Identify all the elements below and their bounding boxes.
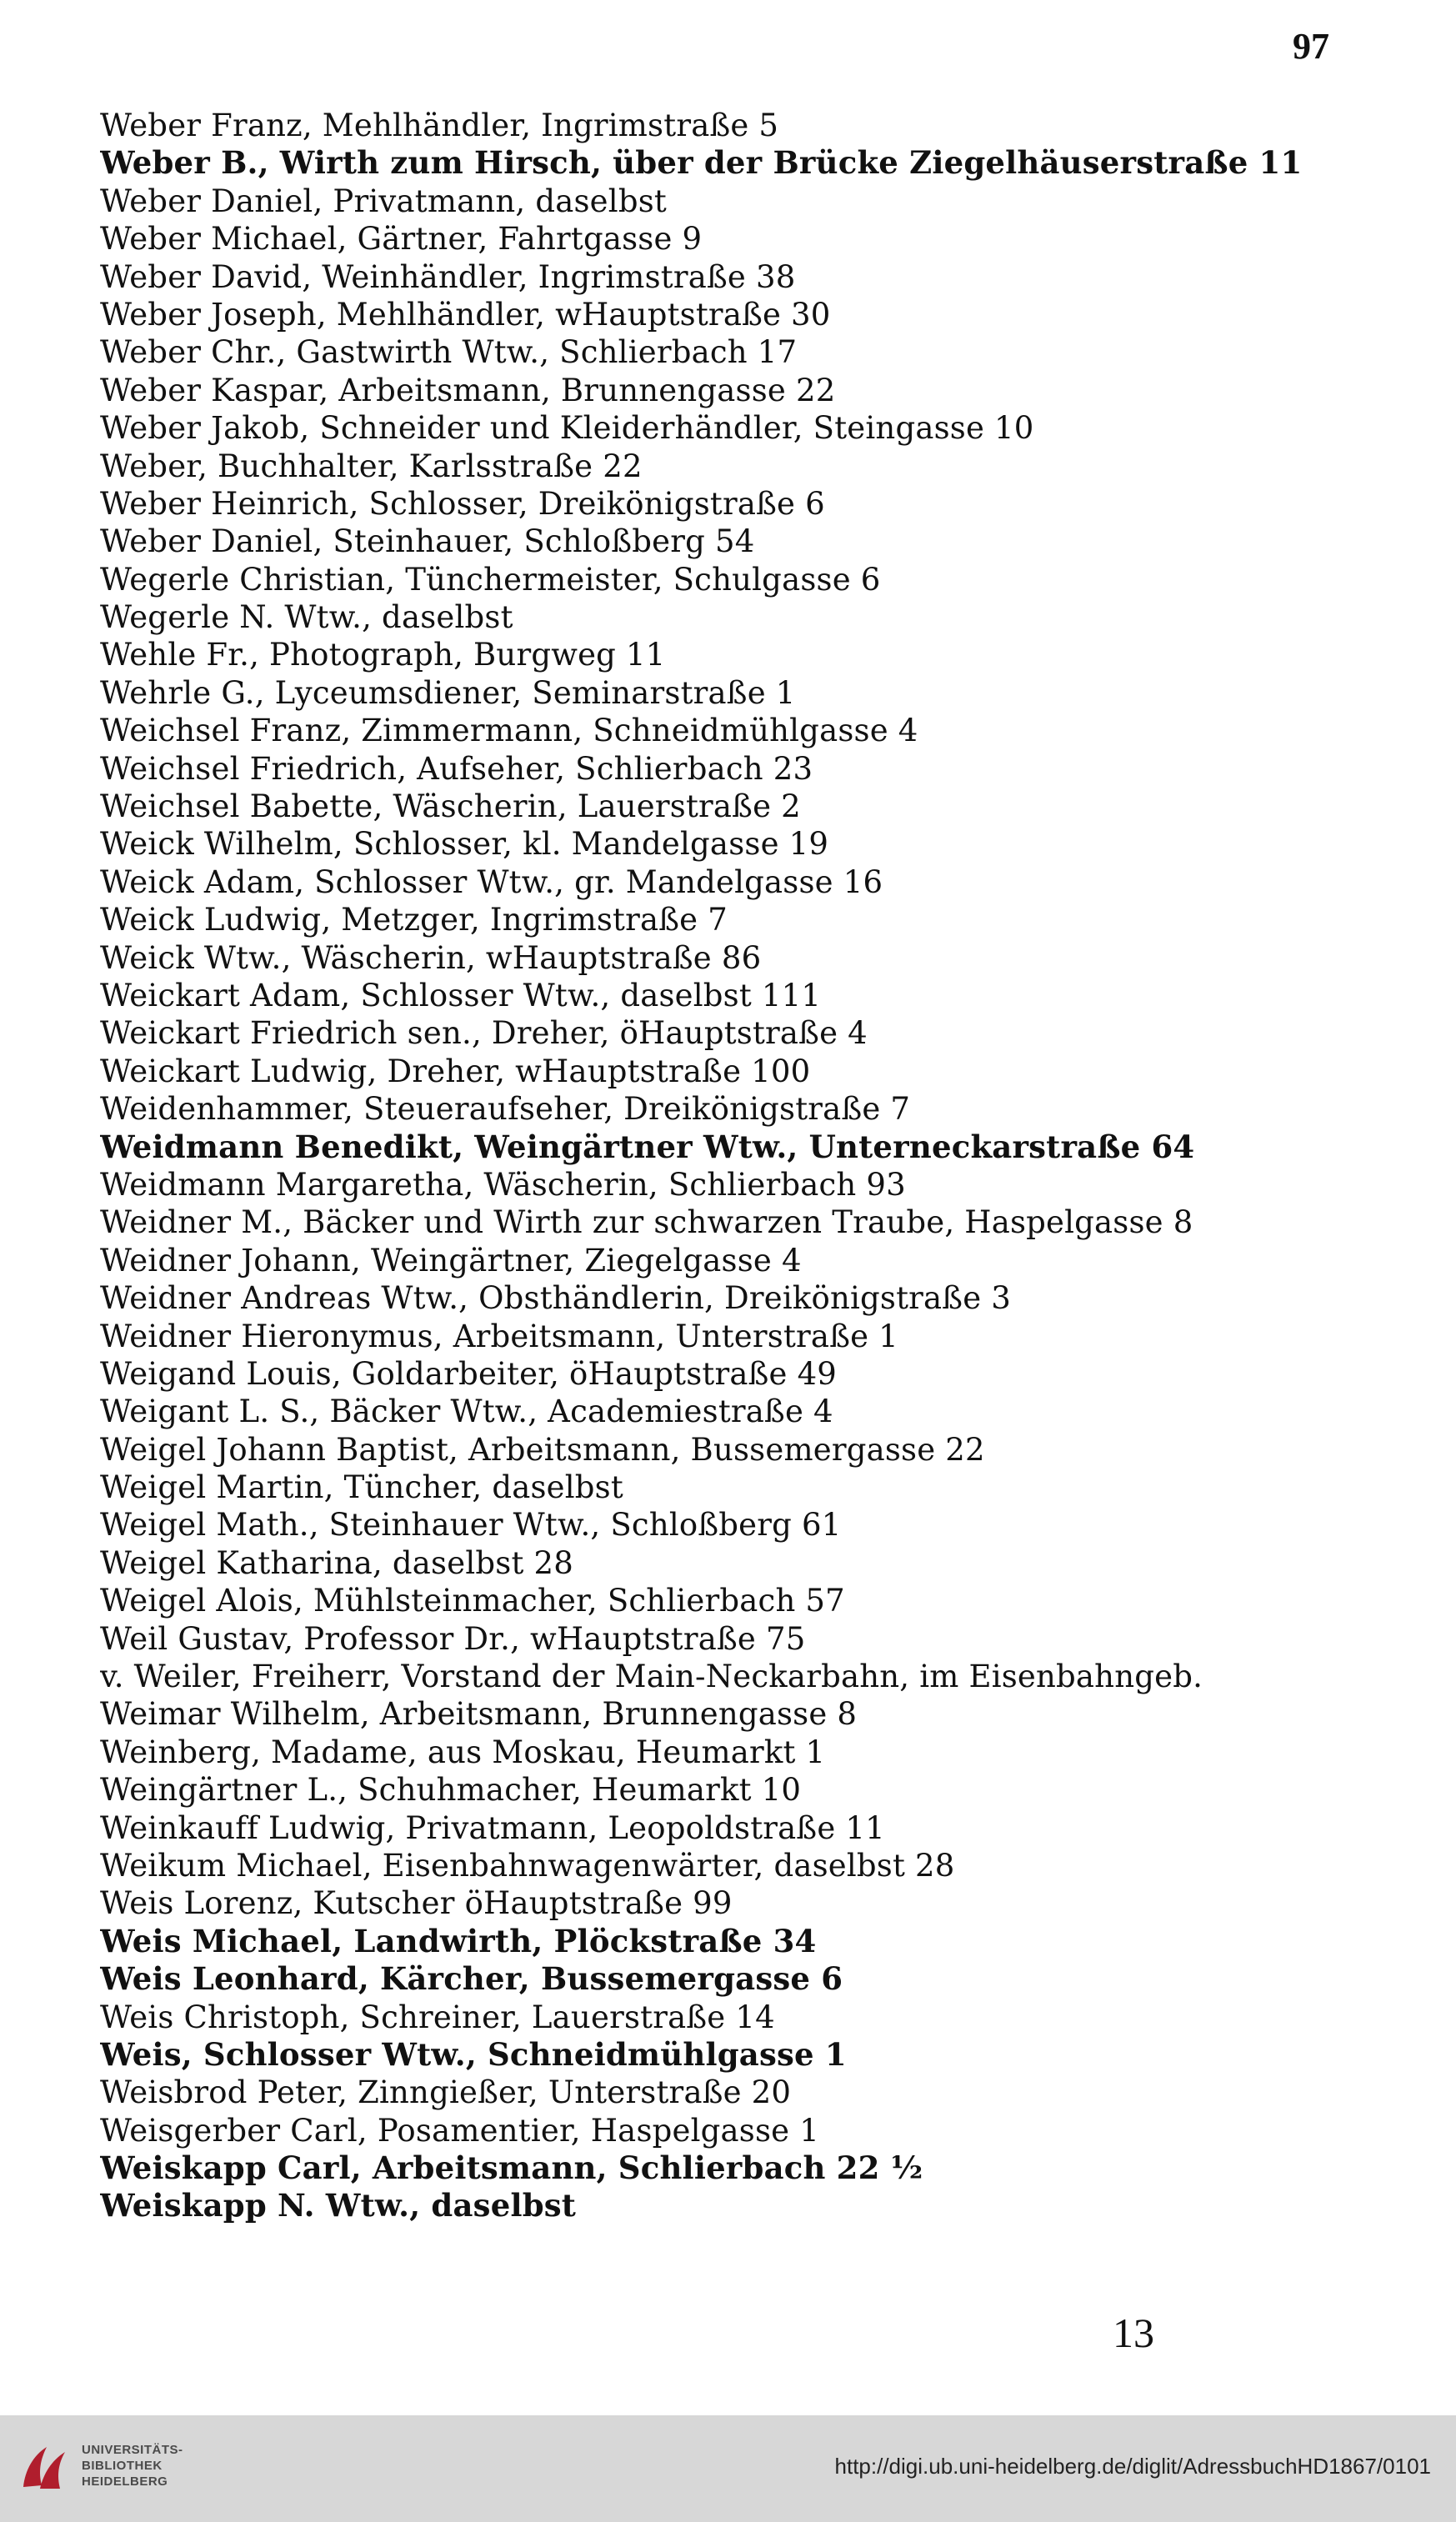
- directory-entry: Wehrle G., Lyceumsdiener, Seminarstraße 1: [100, 674, 796, 711]
- directory-entry: Weiskapp Carl, Arbeitsmann, Schlierbach 22 ½: [100, 2149, 923, 2187]
- directory-entry: Weber Chr., Gastwirth Wtw., Schlierbach 17: [100, 334, 798, 371]
- directory-entry: Weickart Adam, Schlosser Wtw., daselbst 111: [100, 977, 822, 1013]
- source-url-link[interactable]: http://digi.ub.uni-heidelberg.de/diglit/AdressbuchHD1867/0101: [834, 2454, 1431, 2479]
- directory-entry: Weidner Hieronymus, Arbeitsmann, Unterstraße 1: [100, 1318, 898, 1354]
- directory-entry: Weinberg, Madame, aus Moskau, Heumarkt 1: [100, 1734, 826, 1770]
- directory-entry: Weigel Johann Baptist, Arbeitsmann, Bussemergasse 22: [100, 1431, 985, 1468]
- directory-entry: Weis Michael, Landwirth, Plöckstraße 34: [100, 1922, 817, 1959]
- directory-entry: Weimar Wilhelm, Arbeitsmann, Brunnengasse 8: [100, 1696, 858, 1733]
- directory-entry: Weiskapp N. Wtw., daselbst: [100, 2187, 577, 2224]
- library-logo[interactable]: [15, 2434, 198, 2504]
- directory-entry: Weichsel Franz, Zimmermann, Schneidmühlgasse 4: [100, 713, 918, 749]
- directory-entry: Weigand Louis, Goldarbeiter, öHauptstraße 49: [100, 1355, 838, 1392]
- directory-entry: Weber Jakob, Schneider und Kleiderhändler, Steingasse 10: [100, 410, 1034, 447]
- directory-entry: v. Weiler, Freiherr, Vorstand der Main-Neckarbahn, im Eisenbahngeb.: [100, 1659, 1203, 1695]
- directory-entry: Weisbrod Peter, Zinngießer, Unterstraße 20: [100, 2074, 792, 2111]
- directory-entry: Weick Ludwig, Metzger, Ingrimstraße 7: [100, 902, 728, 938]
- directory-entry: Weil Gustav, Professor Dr., wHauptstraße 75: [100, 1620, 806, 1657]
- directory-entry: Weigel Katharina, daselbst 28: [100, 1544, 573, 1581]
- directory-entry: Weis Lorenz, Kutscher öHauptstraße 99: [100, 1885, 733, 1922]
- directory-entry: Weber David, Weinhändler, Ingrimstraße 38: [100, 258, 796, 295]
- directory-entry: Weichsel Babette, Wäscherin, Lauerstraße 2: [100, 788, 801, 825]
- directory-entry: Weidner Andreas Wtw., Obsthändlerin, Dreikönigstraße 3: [100, 1280, 1012, 1317]
- directory-entry: Weis, Schlosser Wtw., Schneidmühlgasse 1: [100, 2035, 847, 2073]
- signature-mark: 13: [1113, 2309, 1154, 2356]
- directory-entry: Weingärtner L., Schuhmacher, Heumarkt 10: [100, 1772, 802, 1809]
- directory-entry: Weidenhammer, Steueraufseher, Dreikönigstraße 7: [100, 1091, 911, 1128]
- directory-entry: Weichsel Friedrich, Aufseher, Schlierbach 23: [100, 750, 813, 787]
- directory-entry: Weikum Michael, Eisenbahnwagenwärter, daselbst 28: [100, 1847, 955, 1884]
- directory-entry: Weber B., Wirth zum Hirsch, über der Brücke Ziegelhäuserstraße 11: [100, 144, 1303, 182]
- directory-entry: Weick Adam, Schlosser Wtw., gr. Mandelgasse 16: [100, 863, 883, 900]
- directory-entry: Weigel Martin, Tüncher, daselbst: [100, 1469, 623, 1506]
- footer-bar: [0, 2415, 1456, 2522]
- directory-entry: Weidner M., Bäcker und Wirth zur schwarzen Traube, Haspelgasse 8: [100, 1204, 1193, 1241]
- directory-entry: Weidmann Margaretha, Wäscherin, Schlierbach 93: [100, 1166, 906, 1203]
- directory-entry: Weber Heinrich, Schlosser, Dreikönigstraße 6: [100, 485, 825, 522]
- directory-entry: Weber Daniel, Privatmann, daselbst: [100, 183, 667, 219]
- directory-entry: Weber Joseph, Mehlhändler, wHauptstraße 30: [100, 296, 831, 333]
- library-seal-icon: [15, 2437, 75, 2497]
- logo-line: HEIDELBERG: [82, 2474, 168, 2489]
- library-name: [82, 2442, 183, 2489]
- directory-entry: Weick Wilhelm, Schlosser, kl. Mandelgasse 19: [100, 826, 829, 863]
- directory-entry: Weigel Math., Steinhauer Wtw., Schloßberg 61: [100, 1507, 842, 1544]
- directory-entry: Wegerle Christian, Tünchermeister, Schulgasse 6: [100, 561, 881, 598]
- logo-line: BIBLIOTHEK: [82, 2459, 163, 2473]
- directory-entries: [100, 107, 1367, 2225]
- directory-entry: Weigant L. S., Bäcker Wtw., Academiestraße 4: [100, 1394, 833, 1430]
- directory-entry: Weidmann Benedikt, Weingärtner Wtw., Unterneckarstraße 64: [100, 1128, 1195, 1165]
- directory-entry: Wegerle N. Wtw., daselbst: [100, 599, 513, 636]
- directory-entry: Weickart Ludwig, Dreher, wHauptstraße 100: [100, 1053, 811, 1089]
- directory-entry: Weidner Johann, Weingärtner, Ziegelgasse 4: [100, 1242, 802, 1279]
- directory-entry: Wehle Fr., Photograph, Burgweg 11: [100, 637, 666, 673]
- logo-line: UNIVERSITÄTS-: [82, 2443, 183, 2457]
- directory-entry: Weisgerber Carl, Posamentier, Haspelgasse 1: [100, 2112, 819, 2149]
- directory-entry: Weber Franz, Mehlhändler, Ingrimstraße 5: [100, 108, 779, 143]
- directory-entry: Weigel Alois, Mühlsteinmacher, Schlierbach 57: [100, 1583, 845, 1619]
- directory-entry: Weinkauff Ludwig, Privatmann, Leopoldstraße 11: [100, 1809, 885, 1846]
- directory-entry: Weick Wtw., Wäscherin, wHauptstraße 86: [100, 939, 762, 976]
- directory-entry: Weber, Buchhalter, Karlsstraße 22: [100, 448, 643, 484]
- page-number: 97: [1293, 26, 1329, 67]
- directory-entry: Weber Michael, Gärtner, Fahrtgasse 9: [100, 221, 703, 258]
- directory-entry: Weickart Friedrich sen., Dreher, öHauptstraße 4: [100, 1015, 868, 1052]
- directory-entry: Weis Leonhard, Kärcher, Bussemergasse 6: [100, 1960, 843, 1998]
- directory-entry: Weber Kaspar, Arbeitsmann, Brunnengasse 22: [100, 372, 836, 408]
- directory-entry: Weis Christoph, Schreiner, Lauerstraße 14: [100, 1999, 775, 2035]
- directory-entry: Weber Daniel, Steinhauer, Schloßberg 54: [100, 523, 755, 560]
